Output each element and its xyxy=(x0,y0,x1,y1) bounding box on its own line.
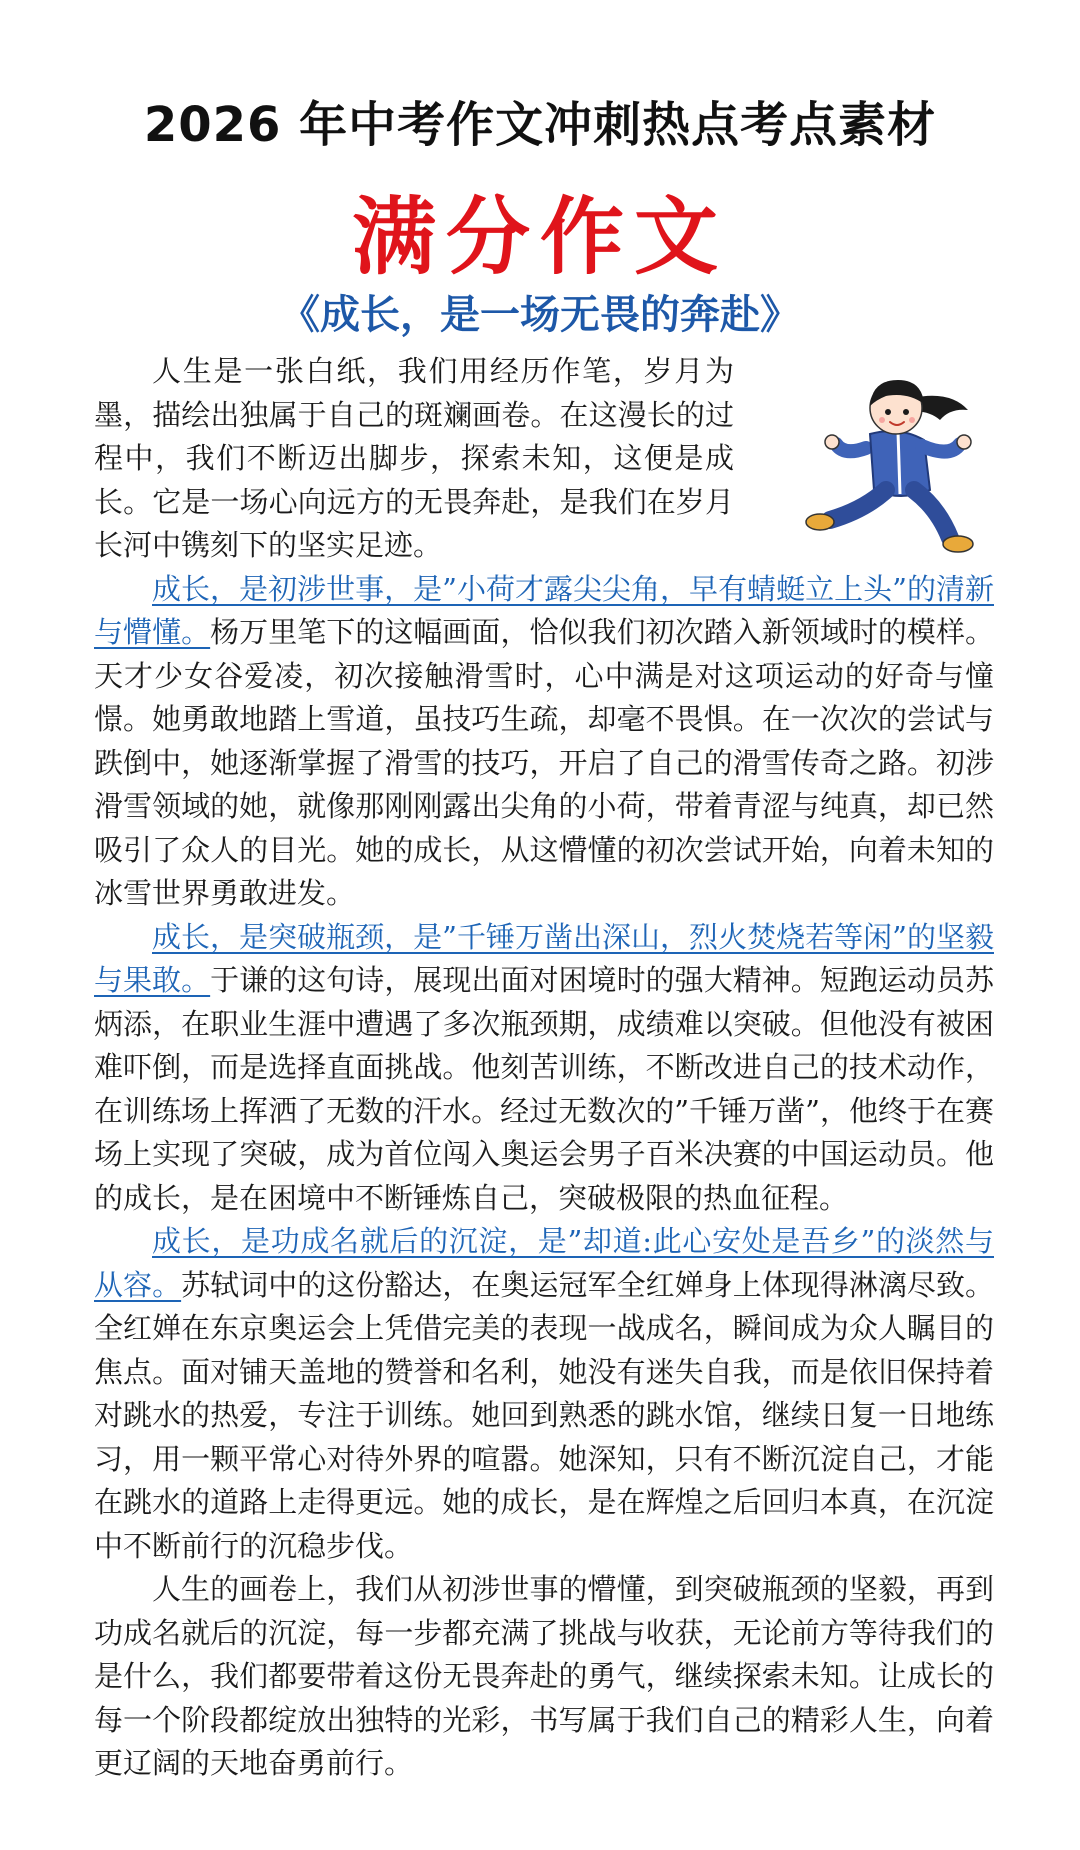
paragraph-section-2 xyxy=(94,916,994,1221)
section-3-thesis: 成长，是功成名就后的沉淀，是”却道:此心安处是吾乡”的淡然与从容。 xyxy=(94,1224,994,1302)
section-1-text: 杨万里笔下的这幅画面，恰似我们初次踏入新领域时的模样。天才少女谷爱凌，初次接触滑雪时，心中满是对这项运动的好奇与憧憬。她勇敢地踏上雪道，虽技巧生疏，却毫不畏惧。在一次次的尝试与跌倒中，她逐渐掌握了滑雪的技巧，开启了自己的滑雪传奇之路。初涉滑雪领域的她，就像那刚刚露出尖角的小荷，带着青涩与纯真，却已然吸引了众人的目光。她的成长，从这懵懂的初次尝试开始，向着未知的冰雪世界勇敢进发。 xyxy=(94,615,994,910)
paragraph-conclusion: 人生的画卷上，我们从初涉世事的懵懂，到突破瓶颈的坚毅，再到功成名就后的沉淀，每一步都充满了挑战与收获，无论前方等待我们的是什么，我们都要带着这份无畏奔赴的勇气，继续探索未知。让成长的每一个阶段都绽放出独特的光彩，书写属于我们自己的精彩人生，向着更辽阔的天地奋勇前行。 xyxy=(94,1572,994,1780)
section-3-text: 苏轼词中的这份豁达，在奥运冠军全红婵身上体现得淋漓尽致。全红婵在东京奥运会上凭借完美的表现一战成名，瞬间成为众人瞩目的焦点。面对铺天盖地的赞誉和名利，她没有迷失自我，而是依旧保持着对跳水的热爱，专注于训练。她回到熟悉的跳水馆，继续日复一日地练习，用一颗平常心对待外界的喧嚣。她深知，只有不断沉淀自己，才能在跳水的道路上走得更远。她的成长，是在辉煌之后回归本真，在沉淀中不断前行的沉稳步伐。 xyxy=(94,1267,994,1563)
main-title: 满分作文 xyxy=(351,188,728,286)
essay-title: 《成长，是一场无畏的奔赴》 xyxy=(280,291,800,338)
section-1-thesis: 成长，是初涉世事，是”小荷才露尖尖角，早有蜻蜓立上头”的清新与懵懂。 xyxy=(94,571,994,649)
paragraph-section-3 xyxy=(94,1220,994,1568)
paragraph-intro: 人生是一张白纸，我们用经历作笔，岁月为墨，描绘出独属于自己的斑斓画卷。在这漫长的过程中，我们不断迈出脚步，探索未知，这便是成长。它是一场心向远方的无畏奔赴，是我们在岁月长河中镌刻下的坚实足迹。 xyxy=(94,354,734,562)
paragraph-section-1 xyxy=(94,568,994,916)
section-2-text: 于谦的这句诗，展现出面对困境时的强大精神。短跑运动员苏炳添，在职业生涯中遭遇了多次瓶颈期，成绩难以突破。但他没有被困难吓倒，而是选择直面挑战。他刻苦训练，不断改进自己的技术动作，在训练场上挥洒了无数的汗水。经过无数次的”千锤万凿”，他终于在赛场上实现了突破，成为首位闯入奥运会男子百米决赛的中国运动员。他的成长，是在困境中不断锤炼自己，突破极限的热血征程。 xyxy=(94,963,994,1215)
page-heading: 2026 年中考作文冲刺热点考点素材 xyxy=(143,97,937,153)
essay-body xyxy=(94,350,994,1786)
section-2-thesis: 成长，是突破瓶颈，是”千锤万凿出深山，烈火焚烧若等闲”的坚毅与果敢。 xyxy=(94,919,994,997)
